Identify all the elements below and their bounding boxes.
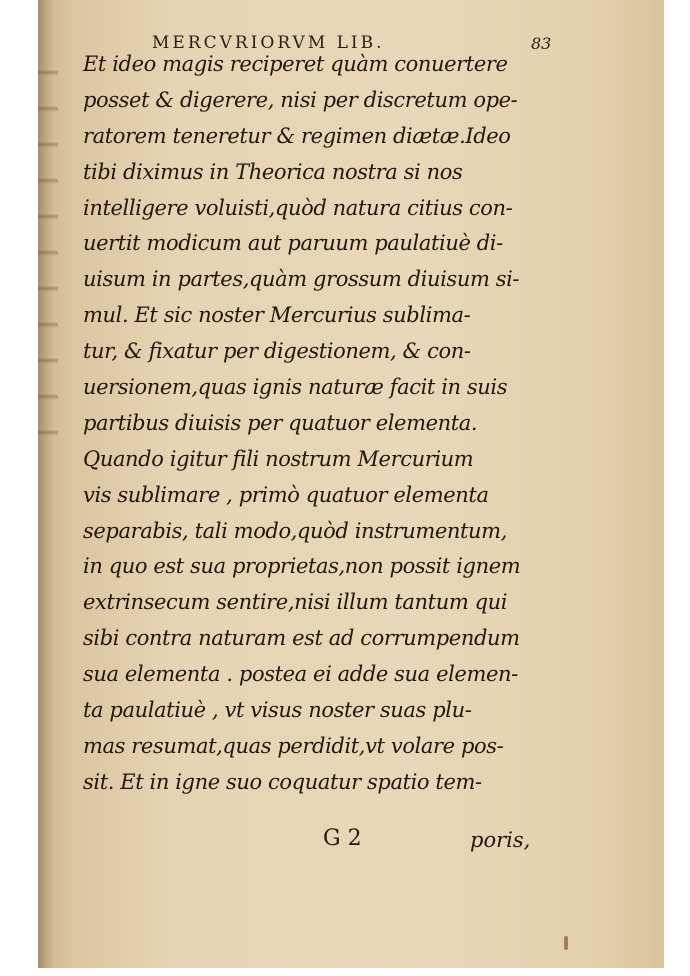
- binding-edge-marks: [38, 40, 58, 460]
- text-line: in quo est sua proprietas,non possit ignem: [83, 554, 521, 579]
- text-line: sua elementa . postea ei adde sua elemen-: [83, 662, 518, 687]
- ink-blot: [564, 936, 568, 950]
- text-line: vis sublimare , primò quatuor elementa: [83, 482, 489, 507]
- text-line: tibi diximus in Theorica nostra si nos: [83, 159, 463, 184]
- text-line: Quando igitur fili nostrum Mercurium: [83, 446, 474, 471]
- text-line: tur, & fixatur per digestionem, & con-: [83, 339, 471, 364]
- page-number: 83: [531, 34, 552, 53]
- book-page: [38, 0, 664, 968]
- body-text: [83, 47, 553, 801]
- text-line: uisum in partes,quàm grossum diuisum si-: [83, 267, 520, 292]
- text-line: intelligere voluisti,quòd natura citius con-: [83, 195, 513, 220]
- text-line: mul. Et sic noster Mercurius sublima-: [83, 303, 471, 328]
- text-line: ta paulatiuè , vt visus noster suas plu-: [83, 698, 472, 723]
- text-line: Et ideo magis reciperet quàm conuertere: [83, 52, 508, 76]
- text-line: sit. Et in igne suo coquatur spatio tem-: [83, 769, 482, 794]
- text-line: uersionem,quas ignis naturæ facit in suis: [83, 375, 508, 400]
- text-line: separabis, tali modo,quòd instrumentum,: [83, 518, 507, 543]
- text-line: ratorem teneretur & regimen diætæ.Ideo: [83, 123, 511, 148]
- text-line: mas resumat,quas perdidit,vt volare pos-: [83, 733, 504, 758]
- text-line: sibi contra naturam est ad corrumpendum: [83, 626, 520, 651]
- signature-mark: G 2: [323, 826, 362, 851]
- text-line: extrinsecum sentire,nisi illum tantum qui: [83, 590, 508, 615]
- text-line: posset & digerere, nisi per discretum ope-: [83, 87, 518, 112]
- text-line: uertit modicum aut paruum paulatiuè di-: [83, 231, 503, 256]
- catchword: poris,: [470, 828, 531, 852]
- running-title: MERCVRIORVM LIB.: [152, 33, 385, 53]
- text-line: partibus diuisis per quatuor elementa.: [83, 410, 478, 435]
